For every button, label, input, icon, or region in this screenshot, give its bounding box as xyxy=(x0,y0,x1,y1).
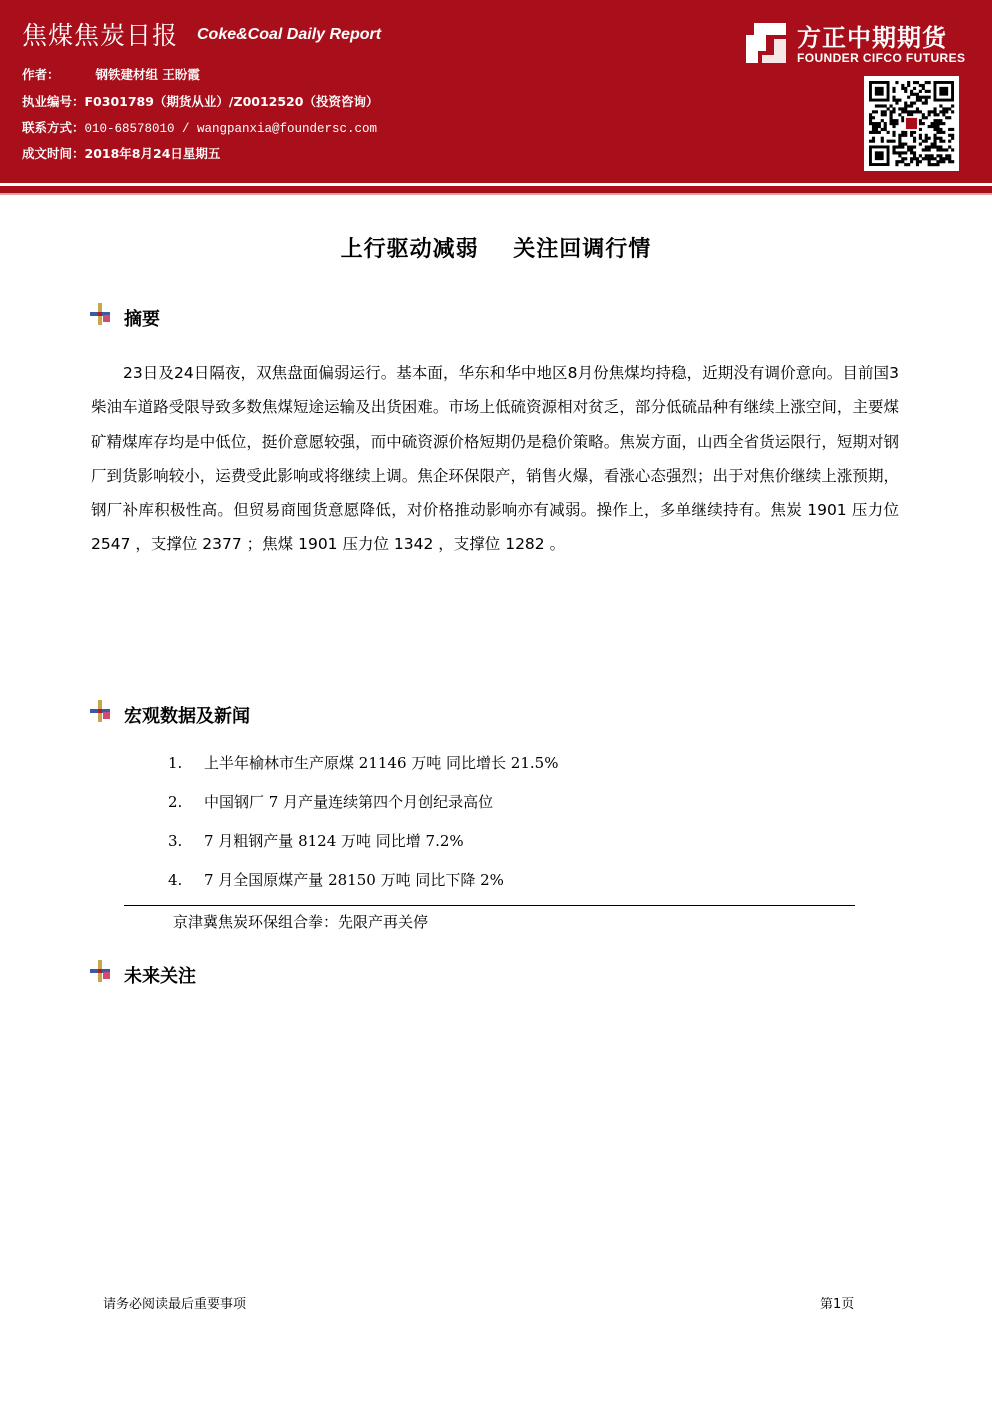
date-value: 2018年8月24日星期五 xyxy=(84,146,221,161)
news-item-text: 上半年榆林市生产原煤 21146 万吨 同比增长 21.5% xyxy=(204,754,559,772)
company-logo xyxy=(744,18,974,68)
author-line xyxy=(22,65,200,83)
contact-label: 联系方式： xyxy=(22,120,85,135)
license-value: F0301789（期货从业）/Z0012520（投资咨询） xyxy=(84,94,379,109)
license-line xyxy=(22,92,378,110)
news-item-number: 3. xyxy=(168,832,183,850)
contact-value: 010-68578010 / wangpanxia@foundersc.com xyxy=(84,122,378,136)
news-item-number: 2. xyxy=(168,793,183,811)
qr-code-icon xyxy=(864,76,959,171)
logo-name-cn: 方正中期期货 xyxy=(797,24,947,52)
section-macro-label: 宏观数据及新闻 xyxy=(124,706,250,727)
license-label: 执业编号： xyxy=(22,94,85,109)
horizontal-rule xyxy=(124,905,855,906)
news-extra-item[interactable]: 京津冀焦炭环保组合拳：先限产再关停 xyxy=(173,913,429,931)
section-summary-label: 摘要 xyxy=(124,309,160,330)
news-item[interactable] xyxy=(168,830,558,869)
founder-logo-icon xyxy=(744,21,788,65)
news-item-text: 7 月全国原煤产量 28150 万吨 同比下降 2% xyxy=(204,871,504,889)
news-item[interactable] xyxy=(168,869,558,908)
report-title: 焦煤焦炭日报 xyxy=(22,21,179,50)
page-number: 第1页 xyxy=(820,1297,855,1312)
section-bullet-icon xyxy=(90,960,112,982)
date-label: 成文时间： xyxy=(22,146,85,161)
news-item[interactable] xyxy=(168,752,558,791)
news-item-number: 4. xyxy=(168,871,183,889)
footer-notice: 请务必阅读最后重要事项 xyxy=(103,1297,247,1312)
header-band xyxy=(0,186,992,193)
section-bullet-icon xyxy=(90,303,112,325)
report-title-en: Coke&Coal Daily Report xyxy=(197,26,382,43)
news-item[interactable] xyxy=(168,791,558,830)
author-label: 作者： xyxy=(22,67,60,82)
header-band-shadow xyxy=(0,193,992,195)
contact-line xyxy=(22,118,377,136)
document-title: 上行驱动减弱 关注回调行情 xyxy=(340,237,652,262)
news-item-text: 中国钢厂 7 月产量连续第四个月创纪录高位 xyxy=(204,793,494,811)
summary-paragraph: 23日及24日隔夜，双焦盘面偏弱运行。基本面，华东和华中地区8月份焦煤均持稳，近期没有调价意向。目前国3柴油车道路受限导致多数焦煤短途运输及出货困难。市场上低硫资源相对贫乏，部分低硫品种有继续上涨空间，主要煤矿精煤库存均是中低位，挺价意愿较强，而中硫资源价格短期仍是稳价策略。焦炭方面，山西全省货运限行，短期对钢厂到货影响较小，运费受此影响或将继续上调。焦企环保限产，销售火爆，看涨心态强烈；出于对焦价继续上涨预期，钢厂补库积极性高。但贸易商囤货意愿降低，对价格推动影响亦有减弱。操作上，多单继续持有。焦炭 1901 压力位 2547 ，支撑位 2377 ；焦煤 1901 压力位 1342 ，支撑位 1282 。 xyxy=(91,364,899,554)
news-item-text: 7 月粗钢产量 8124 万吨 同比增 7.2% xyxy=(204,832,464,850)
news-item-number: 1. xyxy=(168,754,183,772)
logo-name-en: FOUNDER CIFCO FUTURES xyxy=(797,51,966,65)
news-list xyxy=(168,752,558,908)
section-future-label: 未来关注 xyxy=(124,966,196,987)
qr-code xyxy=(864,76,959,171)
section-bullet-icon xyxy=(90,700,112,722)
author-value: 钢铁建材组 王盼霞 xyxy=(95,67,200,82)
date-line xyxy=(22,144,220,162)
